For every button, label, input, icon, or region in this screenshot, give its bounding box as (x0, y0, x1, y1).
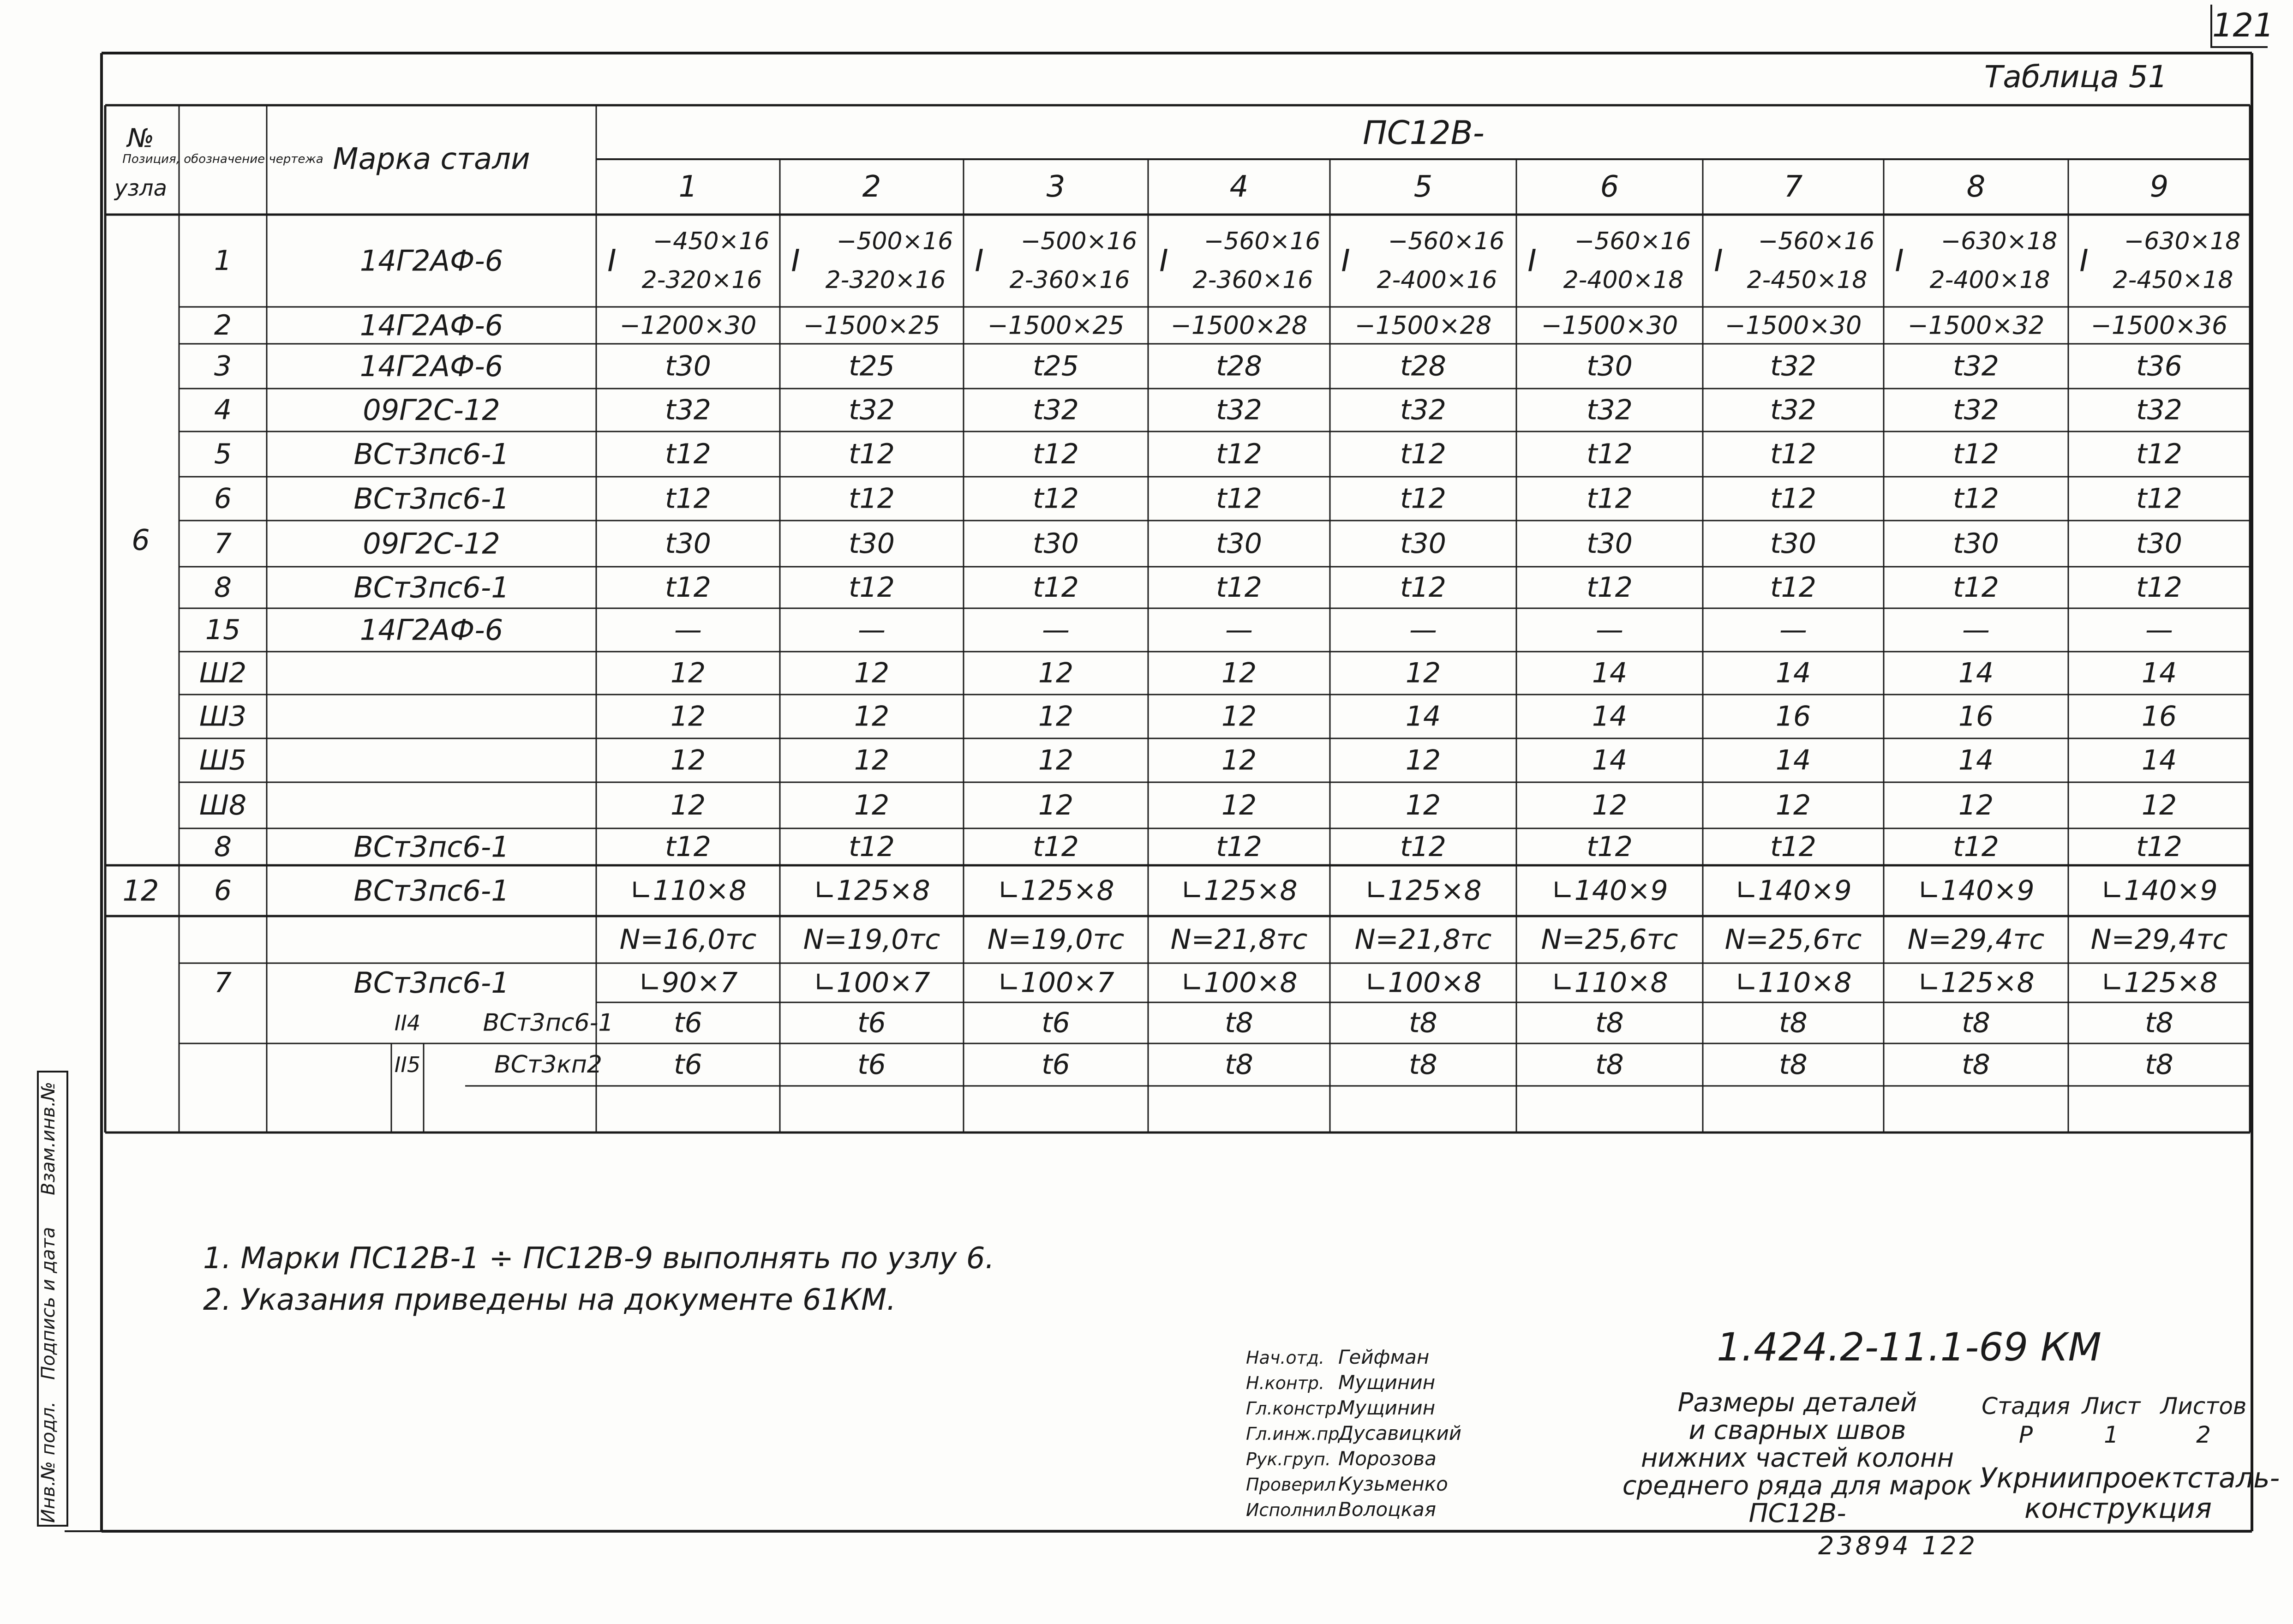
cell-value: ∟140×9 (1735, 875, 1852, 907)
cell-value: 14 (2141, 744, 2177, 777)
cell-value: t8 (1409, 1007, 1437, 1039)
cell-value: t12 (1033, 482, 1079, 515)
cell-value: t32 (1033, 394, 1079, 426)
note-2: 2. Указания приведены на документе 61КМ. (203, 1283, 896, 1317)
beam-symbol: I (791, 243, 800, 279)
cell-value: — (1962, 614, 1990, 646)
cell-value: −560×16 (1758, 228, 1875, 255)
cell-value: 2-400×18 (1563, 266, 1684, 294)
beam-symbol: I (2079, 243, 2089, 279)
cell-value: −500×16 (1020, 228, 1138, 255)
side-label-inv-no: Инв.№ подл. (38, 1401, 59, 1523)
stamp-title-line: среднего ряда для марок (1622, 1471, 1973, 1501)
cell-value: ∟140×9 (1917, 875, 2035, 907)
cell-value: t36 (2136, 350, 2182, 383)
stamp-stage: Р (2018, 1421, 2033, 1448)
cell-value: 16 (1958, 700, 1994, 733)
cell-value: — (1225, 614, 1253, 646)
cell-value: 2-320×16 (641, 266, 762, 294)
cell-value: t8 (2145, 1049, 2173, 1081)
cell-value: 12 (2141, 789, 2177, 821)
cell-value: −1500×30 (1724, 311, 1862, 340)
cell-value: N=25,6тс (1541, 923, 1678, 956)
cell-value: 14 (1958, 657, 1994, 689)
cell-value: 14 (2141, 657, 2177, 689)
cell-value: −630×18 (2124, 228, 2241, 255)
cell-value: t8 (1779, 1049, 1808, 1081)
cell-value: 12 (1405, 789, 1441, 821)
cell-value: t28 (1400, 350, 1446, 383)
beam-symbol: I (1527, 243, 1537, 279)
signer-name: Гейфман (1338, 1346, 1430, 1368)
cell-value: t12 (1216, 482, 1262, 515)
cell-value: 14 (1958, 744, 1994, 777)
cell-steel: ВСт3кп2 (494, 1051, 602, 1079)
cell-value: t30 (1953, 527, 1999, 560)
cell-position: 1 (214, 245, 232, 277)
cell-value: −560×16 (1574, 228, 1691, 255)
signer-name: Мущинин (1338, 1396, 1436, 1419)
cell-node: 12 (122, 874, 159, 908)
stamp-sheet-label: Лист (2082, 1393, 2141, 1420)
cell-value: 14 (1592, 744, 1628, 777)
cell-value: 12 (670, 789, 706, 821)
header-position: Позиция, обозначение чертежа (122, 152, 323, 166)
stamp-title-line: нижних частей колонн (1640, 1443, 1954, 1473)
signer-name: Дусавицкий (1338, 1422, 1462, 1444)
cell-value: t12 (849, 831, 895, 863)
signer-name: Морозова (1338, 1447, 1437, 1470)
cell-value: N=29,4тс (2090, 923, 2228, 956)
beam-symbol: I (607, 243, 617, 279)
header-column-number: 8 (1966, 170, 1986, 204)
cell-value: 12 (854, 789, 890, 821)
stamp-sheet: 1 (2104, 1421, 2119, 1448)
header-node: узла (114, 175, 168, 201)
cell-value: t30 (1400, 527, 1446, 560)
cell-value: t32 (1216, 394, 1262, 426)
cell-value: t8 (2145, 1007, 2173, 1039)
cell-value: t32 (665, 394, 711, 426)
stamp-stage-label: Стадия (1982, 1393, 2070, 1420)
cell-steel: ВСт3пс6-1 (353, 966, 509, 1000)
cell-value: t12 (1587, 571, 1633, 604)
cell-value: t12 (2136, 831, 2182, 863)
beam-symbol: I (1714, 243, 1723, 279)
cell-position: 5 (214, 438, 232, 470)
cell-value: −1500×32 (1907, 311, 2045, 340)
cell-value: ∟100×8 (1180, 966, 1298, 999)
cell-position: 3 (214, 350, 232, 383)
cell-value: ∟100×7 (997, 966, 1114, 999)
cell-value: t8 (1595, 1049, 1624, 1081)
stamp-sheets: 2 (2196, 1421, 2211, 1448)
cell-position: Ш3 (199, 700, 247, 733)
cell-position: 7 (214, 966, 232, 999)
signer-role: Исполнил (1246, 1500, 1336, 1520)
stamp-title-line: и сварных швов (1688, 1415, 1906, 1445)
cell-value: ∟140×9 (2101, 875, 2218, 907)
cell-node: 6 (132, 523, 150, 557)
header-column-number: 5 (1413, 170, 1433, 204)
cell-value: t6 (674, 1049, 702, 1081)
cell-value: ∟110×8 (1551, 966, 1668, 999)
cell-value: t12 (1216, 571, 1262, 604)
cell-value: t30 (849, 527, 895, 560)
cell-value: t12 (665, 831, 711, 863)
sheet-serial: 23894 122 (1818, 1531, 1978, 1560)
cell-value: ∟90×7 (638, 966, 738, 999)
cell-value: — (674, 614, 702, 646)
cell-value: t12 (665, 571, 711, 604)
stamp-sheets-label: Листов (2160, 1393, 2247, 1420)
cell-value: N=29,4тс (1907, 923, 2045, 956)
cell-value: 12 (1038, 700, 1074, 733)
cell-value: N=21,8тс (1170, 923, 1308, 956)
cell-value: t30 (1587, 527, 1633, 560)
cell-value: 16 (2141, 700, 2177, 733)
cell-value: t12 (1400, 831, 1446, 863)
cell-value: t12 (1400, 571, 1446, 604)
cell-value: t12 (2136, 482, 2182, 515)
cell-value: t8 (1595, 1007, 1624, 1039)
signer-role: Нач.отд. (1246, 1348, 1325, 1368)
cell-value: t30 (1216, 527, 1262, 560)
signer-role: Рук.груп. (1246, 1449, 1331, 1469)
cell-value: t8 (1962, 1049, 1990, 1081)
cell-steel: ВСт3пс6-1 (353, 570, 509, 605)
cell-value: t12 (1033, 831, 1079, 863)
cell-value: −1500×36 (2090, 311, 2228, 340)
cell-value: −560×16 (1388, 228, 1505, 255)
table-caption: Таблица 51 (1984, 59, 2167, 95)
cell-value: ∟100×8 (1365, 966, 1482, 999)
cell-value: −1500×28 (1170, 311, 1308, 340)
cell-value: t25 (849, 350, 895, 383)
cell-value: t12 (849, 482, 895, 515)
cell-steel: 14Г2АФ-6 (359, 308, 503, 342)
header-column-number: 7 (1784, 170, 1803, 204)
cell-value: −1200×30 (619, 311, 757, 340)
cell-value: — (1042, 614, 1070, 646)
cell-value: 12 (1775, 789, 1811, 821)
cell-value: 12 (1038, 744, 1074, 777)
cell-value: t30 (1033, 527, 1079, 560)
cell-position: 15 (205, 614, 241, 646)
cell-value: 2-400×16 (1377, 266, 1497, 294)
cell-value: 12 (1958, 789, 1994, 821)
cell-value: t32 (849, 394, 895, 426)
cell-value: 12 (854, 700, 890, 733)
cell-value: 12 (1405, 744, 1441, 777)
cell-steel: 09Г2С-12 (363, 527, 500, 561)
note-1: 1. Марки ПС12В-1 ÷ ПС12В-9 выполнять по узлу 6. (203, 1241, 994, 1276)
cell-value: t32 (1953, 350, 1999, 383)
cell-value: N=19,0тс (803, 923, 940, 956)
cell-value: −560×16 (1203, 228, 1321, 255)
cell-value: 14 (1775, 744, 1811, 777)
cell-value: ∟125×8 (2101, 966, 2218, 999)
cell-value: — (1779, 614, 1807, 646)
cell-value: t8 (1779, 1007, 1808, 1039)
cell-steel: 14Г2АФ-6 (359, 613, 503, 647)
signer-role: Гл.констр. (1246, 1398, 1342, 1419)
cell-value: 12 (1221, 789, 1257, 821)
cell-value: t12 (1216, 438, 1262, 470)
cell-value: 12 (854, 744, 890, 777)
beam-symbol: I (1895, 243, 1904, 279)
cell-value: 16 (1775, 700, 1811, 733)
cell-value: 2-320×16 (825, 266, 946, 294)
cell-value: ∟140×9 (1551, 875, 1668, 907)
cell-value: t12 (1770, 831, 1816, 863)
cell-value: 2-400×18 (1929, 266, 2050, 294)
page-number: 121 (2210, 5, 2268, 48)
beam-symbol: I (975, 243, 984, 279)
cell-steel: 14Г2АФ-6 (359, 349, 503, 383)
cell-position: Ш5 (199, 744, 247, 777)
cell-value: t28 (1216, 350, 1262, 383)
stamp-title-line: ПС12В- (1748, 1498, 1846, 1528)
cell-value: t32 (1770, 394, 1816, 426)
cell-value: t30 (665, 527, 711, 560)
cell-position: 6 (214, 482, 232, 515)
cell-value: 2-450×18 (2113, 266, 2233, 294)
cell-value: t25 (1033, 350, 1079, 383)
cell-steel: ВСт3пс6-1 (353, 482, 509, 515)
stamp-title (1601, 1389, 1994, 1528)
cell-steel: ВСт3пс6-1 (353, 830, 509, 864)
cell-position: 6 (214, 875, 232, 907)
header-column-number: 1 (678, 170, 698, 204)
cell-value: t8 (1225, 1049, 1253, 1081)
cell-position: Ш8 (199, 789, 247, 821)
cell-value: 12 (670, 657, 706, 689)
cell-value: 12 (1038, 789, 1074, 821)
cell-value: t32 (1400, 394, 1446, 426)
cell-value: t32 (1953, 394, 1999, 426)
cell-value: N=21,8тс (1354, 923, 1492, 956)
cell-value: t12 (1587, 482, 1633, 515)
stamp-document-code: 1.424.2-11.1-69 КМ (1717, 1324, 2101, 1370)
cell-value: 14 (1592, 700, 1628, 733)
cell-steel: 14Г2АФ-6 (359, 244, 503, 278)
cell-value: N=25,6тс (1724, 923, 1862, 956)
side-label-signature: Подпись и дата (38, 1227, 59, 1380)
cell-value: t12 (1587, 831, 1633, 863)
cell-value: −630×18 (1940, 228, 2058, 255)
cell-value: t32 (1587, 394, 1633, 426)
cell-value: — (858, 614, 886, 646)
cell-steel: ВСт3пс6-1 (483, 1009, 614, 1037)
cell-value: 12 (1221, 700, 1257, 733)
cell-value: t12 (1953, 438, 1999, 470)
cell-value: t12 (1400, 482, 1446, 515)
cell-position: 8 (214, 831, 232, 863)
cell-value: t12 (1587, 438, 1633, 470)
cell-value: t12 (1953, 571, 1999, 604)
cell-value: 12 (670, 700, 706, 733)
cell-value: — (1409, 614, 1437, 646)
cell-value: t12 (849, 438, 895, 470)
stamp-title-line: Размеры деталей (1677, 1388, 1917, 1418)
cell-value: 12 (1221, 744, 1257, 777)
cell-value: 12 (1592, 789, 1628, 821)
cell-value: t12 (2136, 438, 2182, 470)
cell-value: ∟100×7 (813, 966, 930, 999)
cell-value: t12 (1953, 482, 1999, 515)
cell-value: ∟110×8 (1735, 966, 1852, 999)
cell-value: 12 (1221, 657, 1257, 689)
cell-value: t6 (1042, 1007, 1070, 1039)
cell-steel: ВСт3пс6-1 (353, 437, 509, 471)
cell-value: 12 (670, 744, 706, 777)
cell-value: t12 (1400, 438, 1446, 470)
cell-value: t12 (1770, 571, 1816, 604)
cell-value: — (2145, 614, 2173, 646)
cell-value: t8 (1409, 1049, 1437, 1081)
header-node: № (127, 123, 155, 154)
cell-value: 12 (1038, 657, 1074, 689)
cell-value: ∟125×8 (813, 875, 930, 907)
cell-value: t12 (1770, 482, 1816, 515)
stamp-org-line: Укрниипроектсталь- (1980, 1462, 2280, 1494)
header-column-number: 6 (1600, 170, 1619, 204)
header-column-number: 9 (2149, 170, 2169, 204)
cell-value: 2-360×16 (1009, 266, 1130, 294)
cell-steel: 09Г2С-12 (363, 393, 500, 427)
cell-value: t12 (665, 482, 711, 515)
cell-value: t6 (857, 1007, 886, 1039)
cell-value: −1500×30 (1541, 311, 1678, 340)
cell-value: N=19,0тс (987, 923, 1125, 956)
cell-climate-code: II5 (394, 1052, 421, 1077)
cell-position: 8 (214, 571, 232, 604)
cell-value: N=16,0тс (619, 923, 757, 956)
cell-value: 14 (1775, 657, 1811, 689)
cell-value: ∟110×8 (629, 875, 747, 907)
cell-climate-code: II4 (394, 1010, 421, 1036)
cell-value: t12 (1770, 438, 1816, 470)
cell-value: ∟125×8 (1917, 966, 2035, 999)
cell-value: −500×16 (836, 228, 953, 255)
cell-position: Ш2 (199, 657, 247, 689)
cell-position: 7 (214, 527, 232, 560)
cell-value: t12 (1033, 438, 1079, 470)
stamp-organization (1980, 1462, 2280, 1525)
side-label-replace-inv: Взам.инв.№ (38, 1081, 59, 1195)
beam-symbol: I (1159, 243, 1168, 279)
header-steel: Марка стали (333, 142, 530, 176)
header-column-number: 4 (1229, 170, 1249, 204)
cell-value: 14 (1405, 700, 1441, 733)
cell-value: t32 (2136, 394, 2182, 426)
cell-value: t30 (1587, 350, 1633, 383)
cell-value: ∟125×8 (1365, 875, 1482, 907)
cell-value: 2-450×18 (1747, 266, 1868, 294)
cell-value: t12 (1953, 831, 1999, 863)
cell-value: t12 (1033, 571, 1079, 604)
signer-name: Волоцкая (1338, 1498, 1437, 1521)
signer-role: Гл.инж.пр. (1246, 1424, 1345, 1444)
cell-value: 2-360×16 (1192, 266, 1313, 294)
cell-value: −1500×28 (1354, 311, 1492, 340)
cell-value: t12 (2136, 571, 2182, 604)
cell-value: ∟125×8 (997, 875, 1114, 907)
cell-value: t30 (665, 350, 711, 383)
signer-name: Мущинин (1338, 1371, 1436, 1394)
cell-value: ∟125×8 (1180, 875, 1298, 907)
cell-value: t6 (857, 1049, 886, 1081)
cell-position: 4 (214, 394, 232, 426)
header-series: ПС12В- (1363, 114, 1485, 152)
signer-role: Н.контр. (1246, 1373, 1325, 1393)
cell-value: −1500×25 (803, 311, 940, 340)
cell-value: — (1596, 614, 1623, 646)
cell-value: t32 (1770, 350, 1816, 383)
cell-value: t12 (849, 571, 895, 604)
cell-value: t8 (1962, 1007, 1990, 1039)
cell-value: t30 (1770, 527, 1816, 560)
cell-value: t12 (665, 438, 711, 470)
header-column-number: 2 (862, 170, 881, 204)
header-column-number: 3 (1046, 170, 1066, 204)
cell-value: −450×16 (653, 228, 770, 255)
stamp-org-line: конструкция (2024, 1492, 2212, 1525)
cell-value: 12 (1405, 657, 1441, 689)
cell-value: t30 (2136, 527, 2182, 560)
beam-symbol: I (1341, 243, 1350, 279)
cell-value: 14 (1592, 657, 1628, 689)
cell-steel: ВСт3пс6-1 (353, 874, 509, 908)
cell-value: t6 (1042, 1049, 1070, 1081)
cell-value: t6 (674, 1007, 702, 1039)
cell-value: t12 (1216, 831, 1262, 863)
signer-name: Кузьменко (1338, 1473, 1448, 1495)
signer-role: Проверил (1246, 1474, 1336, 1495)
cell-position: 2 (214, 309, 232, 342)
cell-value: −1500×25 (987, 311, 1125, 340)
cell-value: t8 (1225, 1007, 1253, 1039)
cell-value: 12 (854, 657, 890, 689)
